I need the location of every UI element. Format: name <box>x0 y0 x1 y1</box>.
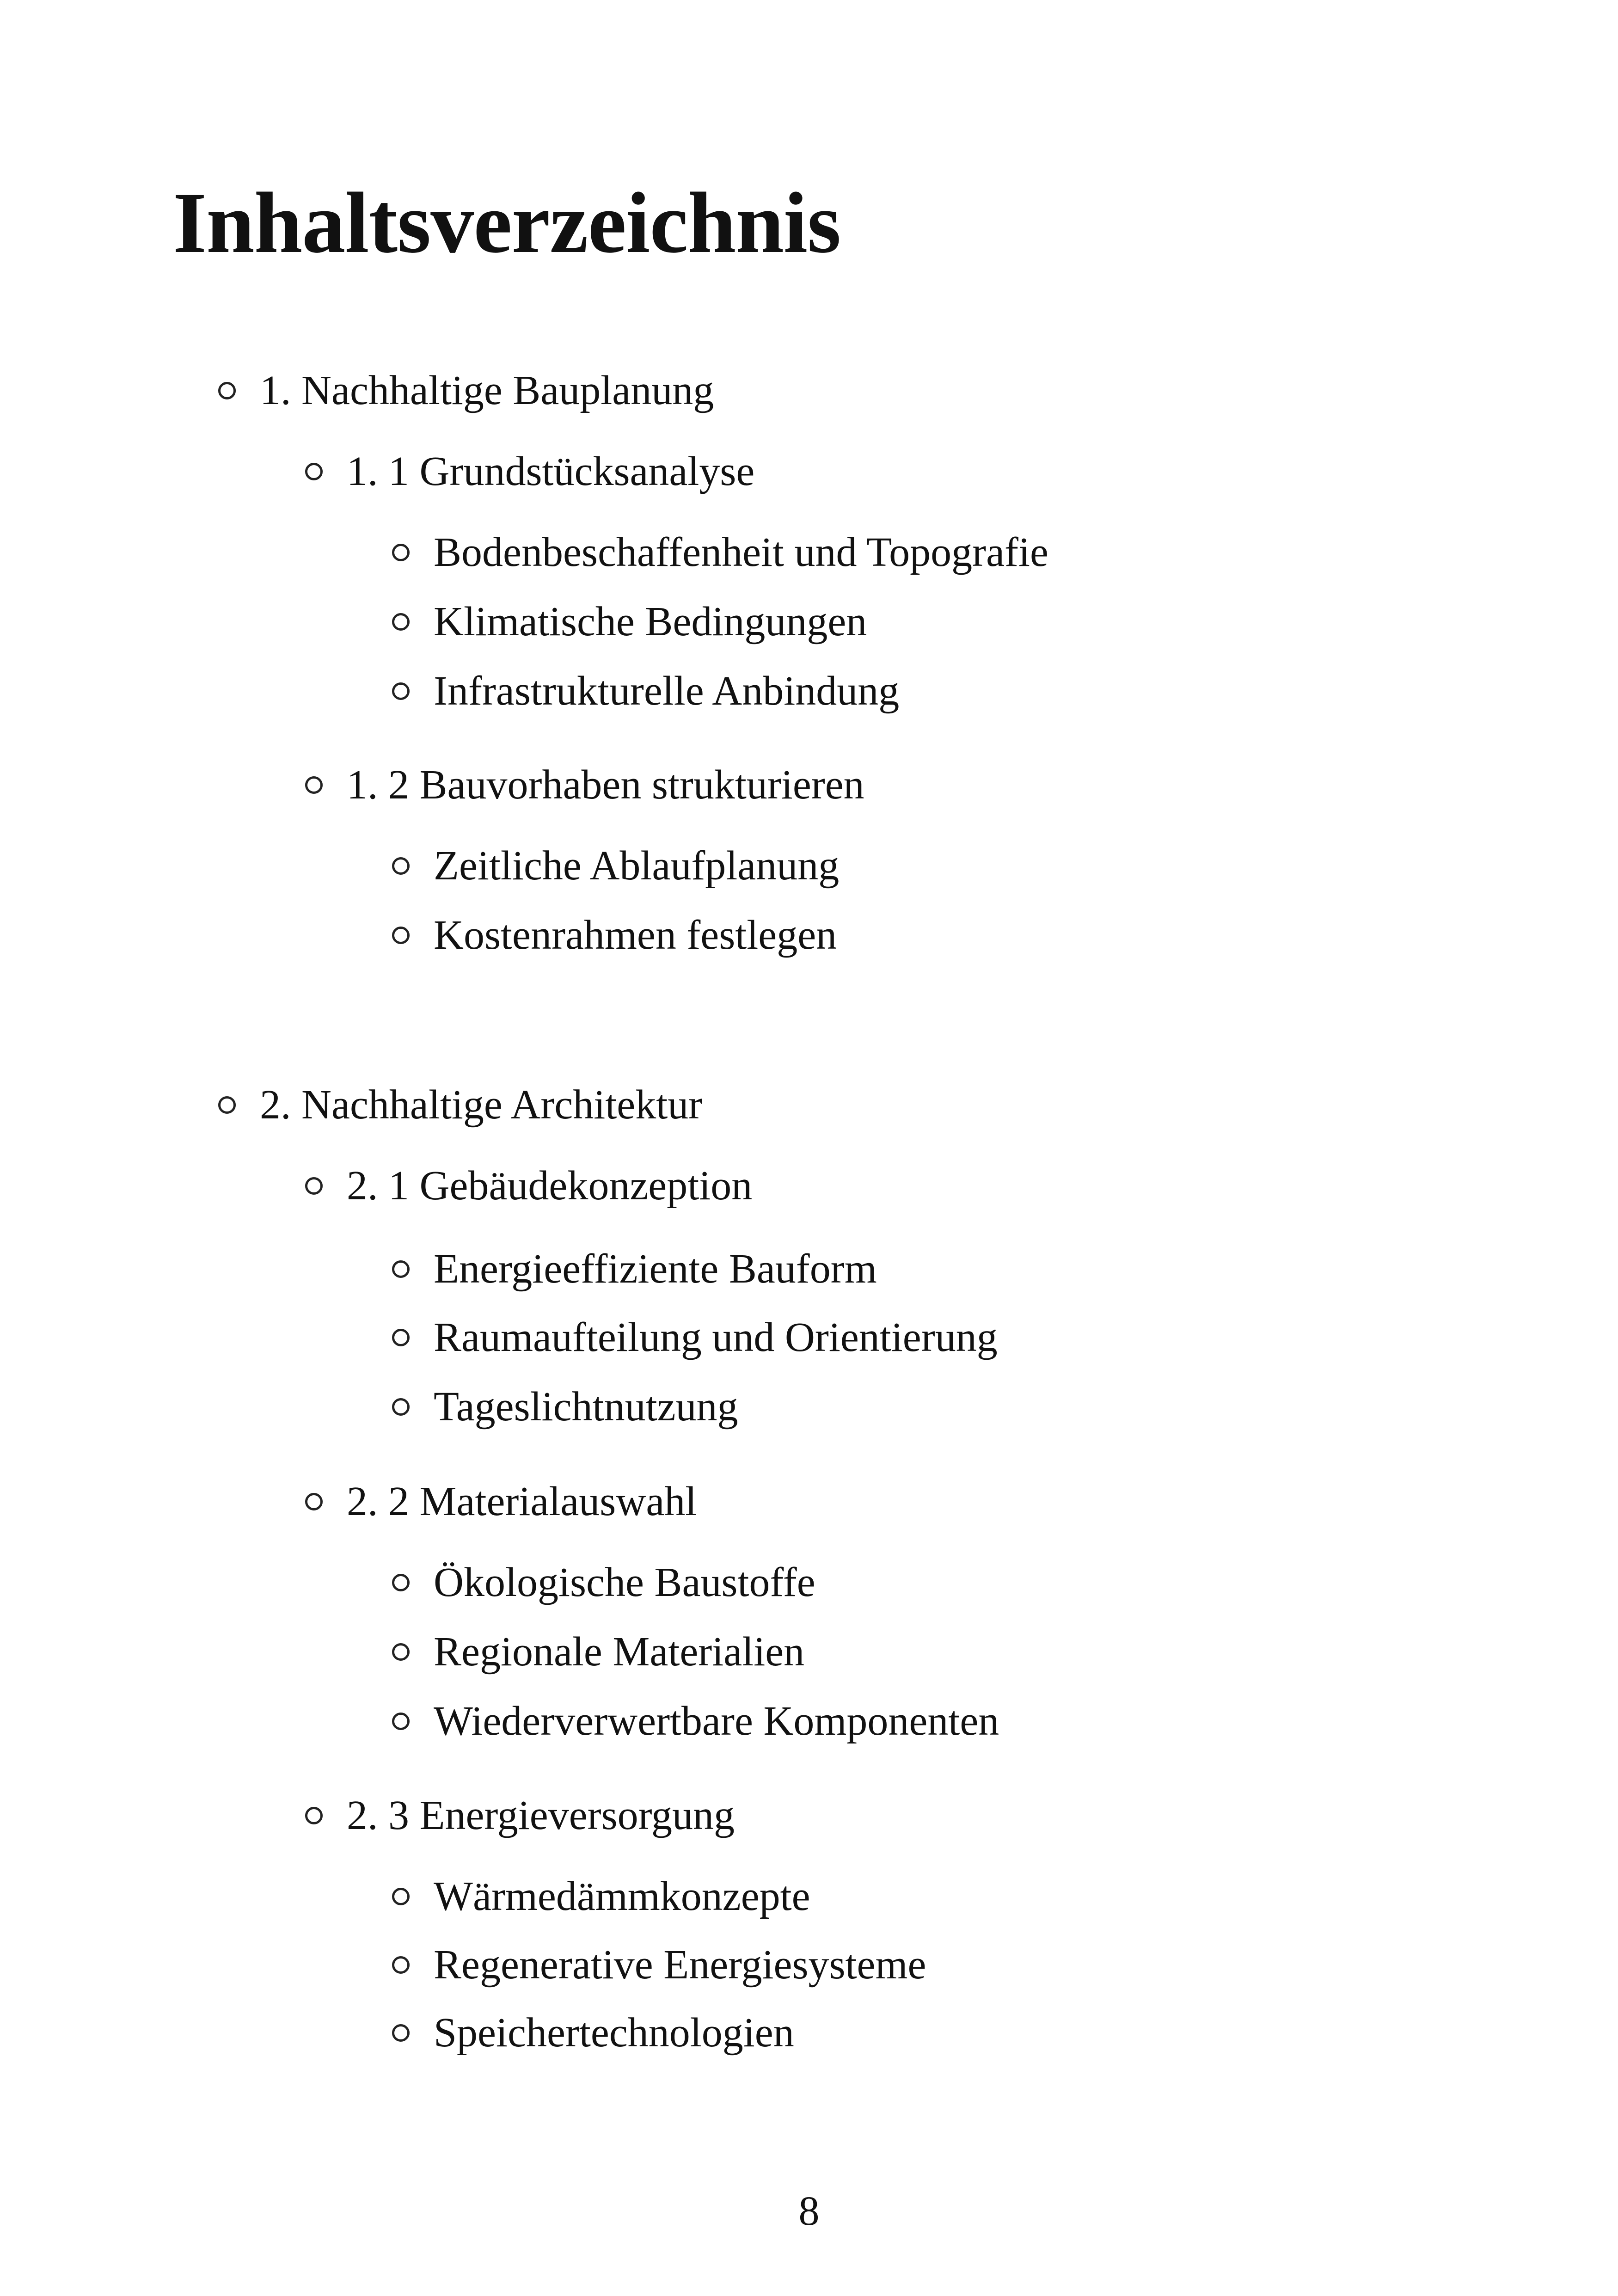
toc-entry-label: 2. 2 Materialauswahl <box>347 1479 697 1524</box>
toc-entry-level-3[interactable] <box>392 601 867 643</box>
toc-entry-label: Wärmedämmkonzepte <box>434 1873 810 1919</box>
circle-bullet-icon <box>218 382 236 399</box>
toc-entry-label: Kostenrahmen festlegen <box>434 912 837 958</box>
toc-entry-level-3[interactable] <box>392 1314 998 1360</box>
circle-bullet-icon <box>392 2024 410 2042</box>
circle-bullet-icon <box>392 857 410 875</box>
page-title: Inhaltsverzeichnis <box>173 174 841 271</box>
circle-bullet-icon <box>392 682 410 700</box>
toc-entry-label: Bodenbeschaffenheit und Topografie <box>434 529 1048 575</box>
toc-entry-label: Regionale Materialien <box>434 1629 805 1675</box>
circle-bullet-icon <box>392 1956 410 1974</box>
toc-entry-level-3[interactable] <box>392 1559 815 1605</box>
toc-entry-label: Raumaufteilung und Orientierung <box>434 1314 998 1360</box>
toc-entry-label: 1. 2 Bauvorhaben strukturieren <box>347 762 864 808</box>
circle-bullet-icon <box>392 927 410 944</box>
toc-entry-level-1[interactable] <box>218 1084 702 1126</box>
circle-bullet-icon <box>392 1398 410 1416</box>
toc-entry-level-3[interactable] <box>392 912 837 958</box>
toc-entry-label: Klimatische Bedingungen <box>434 599 867 645</box>
circle-bullet-icon <box>305 1177 323 1195</box>
circle-bullet-icon <box>392 1713 410 1730</box>
toc-entry-label: Energieeffiziente Bauform <box>434 1246 877 1292</box>
toc-entry-level-3[interactable] <box>392 1698 999 1744</box>
circle-bullet-icon <box>392 544 410 561</box>
circle-bullet-icon <box>392 613 410 631</box>
toc-entry-level-3[interactable] <box>392 2012 794 2054</box>
toc-entry-level-3[interactable] <box>392 1386 738 1428</box>
circle-bullet-icon <box>305 1807 323 1824</box>
toc-entry-level-3[interactable] <box>392 1248 877 1290</box>
circle-bullet-icon <box>392 1329 410 1346</box>
circle-bullet-icon <box>305 1493 323 1510</box>
toc-entry-label: Regenerative Energiesysteme <box>434 1942 926 1988</box>
toc-entry-label: Tageslichtnutzung <box>434 1384 738 1430</box>
toc-entry-label: 1. Nachhaltige Bauplanung <box>260 368 714 413</box>
toc-entry-level-3[interactable] <box>392 670 899 712</box>
circle-bullet-icon <box>305 776 323 794</box>
toc-entry-level-2[interactable] <box>305 764 864 806</box>
toc-entry-level-2[interactable] <box>305 1795 735 1836</box>
circle-bullet-icon <box>392 1888 410 1905</box>
toc-entry-level-3[interactable] <box>392 529 1048 575</box>
toc-entry-label: Infrastrukturelle Anbindung <box>434 668 900 714</box>
toc-entry-level-3[interactable] <box>392 1631 804 1673</box>
page-number: 8 <box>798 2188 820 2234</box>
circle-bullet-icon <box>218 1096 236 1114</box>
toc-entry-level-1[interactable] <box>218 370 714 411</box>
circle-bullet-icon <box>392 1643 410 1661</box>
toc-entry-label: Ökologische Baustoffe <box>434 1559 815 1605</box>
toc-entry-label: Speichertechnologien <box>434 2010 794 2056</box>
circle-bullet-icon <box>392 1574 410 1591</box>
toc-entry-level-3[interactable] <box>392 1873 810 1919</box>
toc-entry-level-2[interactable] <box>305 448 755 494</box>
toc-entry-label: Wiederverwertbare Komponenten <box>434 1698 999 1744</box>
toc-entry-label: 2. Nachhaltige Architektur <box>260 1082 703 1128</box>
toc-entry-label: Zeitliche Ablaufplanung <box>434 843 840 889</box>
toc-entry-label: 2. 3 Energieversorgung <box>347 1793 735 1838</box>
toc-entry-level-2[interactable] <box>305 1481 697 1522</box>
circle-bullet-icon <box>305 463 323 480</box>
toc-entry-label: 2. 1 Gebäudekonzeption <box>347 1163 753 1209</box>
toc-entry-level-2[interactable] <box>305 1165 752 1207</box>
toc-entry-level-3[interactable] <box>392 1944 926 1986</box>
toc-entry-level-3[interactable] <box>392 845 839 887</box>
circle-bullet-icon <box>392 1260 410 1278</box>
toc-entry-label: 1. 1 Grundstücksanalyse <box>347 448 755 494</box>
